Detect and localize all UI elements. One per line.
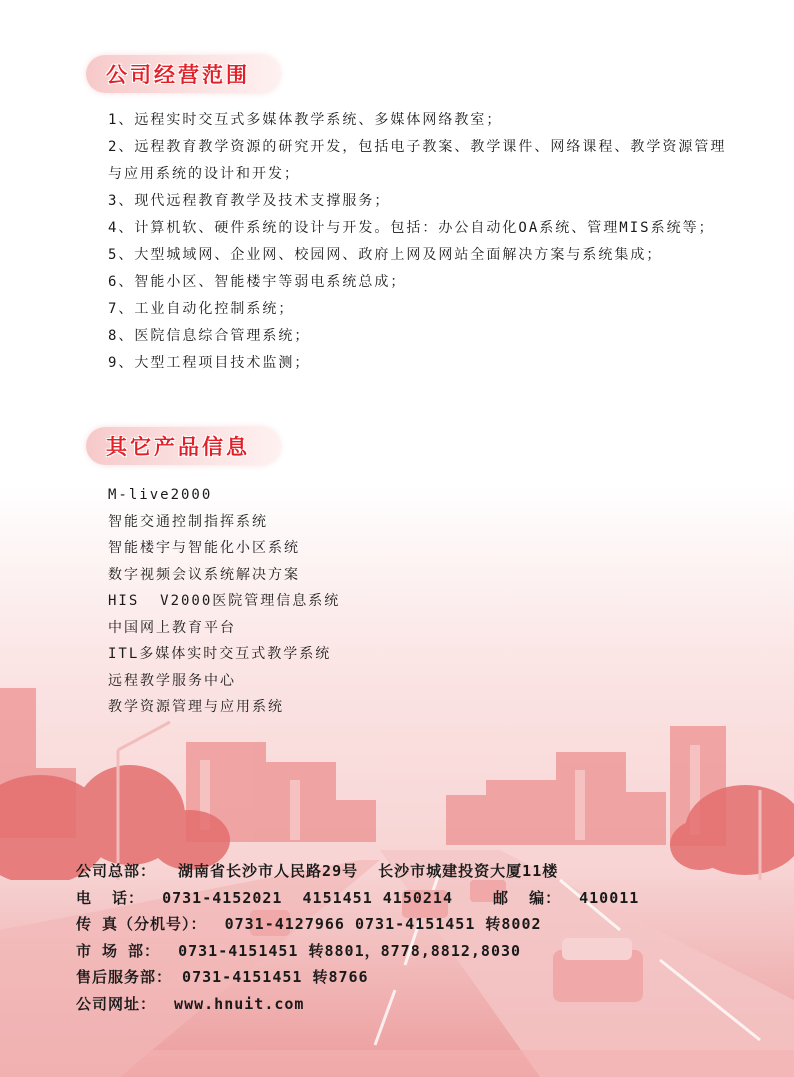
headquarters-row [76,858,776,885]
list-item: 智能交通控制指挥系统 [108,513,268,530]
list-item: 1、远程实时交互式多媒体教学系统、多媒体网络教室； [108,112,503,128]
list-item: 9、大型工程项目技术监测； [108,355,311,371]
other-products-heading [86,427,280,465]
list-item: 数字视频会议系统解决方案 [108,566,300,583]
fax-row [76,911,776,938]
list-item: 8、医院信息综合管理系统； [108,328,311,344]
contact-info [76,858,776,1017]
list-item: M-live2000 [108,487,213,503]
zip-label: 邮 编： [493,888,562,907]
marketing-label: 市 场 部： [76,941,161,960]
list-item: ITL多媒体实时交互式教学系统 [108,646,332,662]
fax-label: 传 真（分机号）： [76,915,207,933]
after-sales-numbers: 0731-4151451 转8766 [182,968,369,986]
list-item: 6、智能小区、智能楼宇等弱电系统总成； [108,274,407,290]
phone-row [76,885,776,912]
list-item: 3、现代远程教育教学及技术支撑服务； [108,193,391,209]
list-item: 2、远程教育教学资源的研究开发，包括电子教案、教学课件、网络课程、教学资源管理与应用系统的设计和开发； [108,139,727,182]
business-scope-title: 公司经营范围 [106,63,250,87]
zip-code: 410011 [579,888,640,907]
list-item: 远程教学服务中心 [108,672,236,689]
after-sales-label: 售后服务部： [76,968,173,986]
business-scope-heading [86,55,280,93]
list-item: 中国网上教育平台 [108,619,236,636]
after-sales-row [76,964,776,991]
other-products-title: 其它产品信息 [106,435,250,459]
fax-numbers: 0731-4127966 0731-4151451 转8002 [224,915,542,933]
marketing-row [76,938,776,965]
list-item: 4、计算机软、硬件系统的设计与开发。包括：办公自动化OA系统、管理MIS系统等； [108,220,715,236]
list-item: 智能楼宇与智能化小区系统 [108,540,300,556]
list-item: 教学资源管理与应用系统 [108,699,284,715]
product-list [108,482,340,721]
website-url[interactable]: www.hnuit.com [174,994,305,1013]
website-row [76,991,776,1018]
list-item: 5、大型城域网、企业网、校园网、政府上网及网站全面解决方案与系统集成； [108,247,663,263]
list-item: HIS V2000医院管理信息系统 [108,593,341,609]
marketing-numbers: 0731-4151451 转8801，8778,8812,8030 [178,941,522,960]
business-scope-list [108,107,728,377]
phone-numbers: 0731-4152021 4151451 4150214 [162,888,453,907]
phone-label: 电 话： [76,888,145,907]
website-label: 公司网址： [76,994,157,1013]
headquarters-address: 湖南省长沙市人民路29号 长沙市城建投资大厦11楼 [178,862,559,880]
list-item: 7、工业自动化控制系统； [108,301,295,317]
headquarters-label: 公司总部： [76,862,157,880]
